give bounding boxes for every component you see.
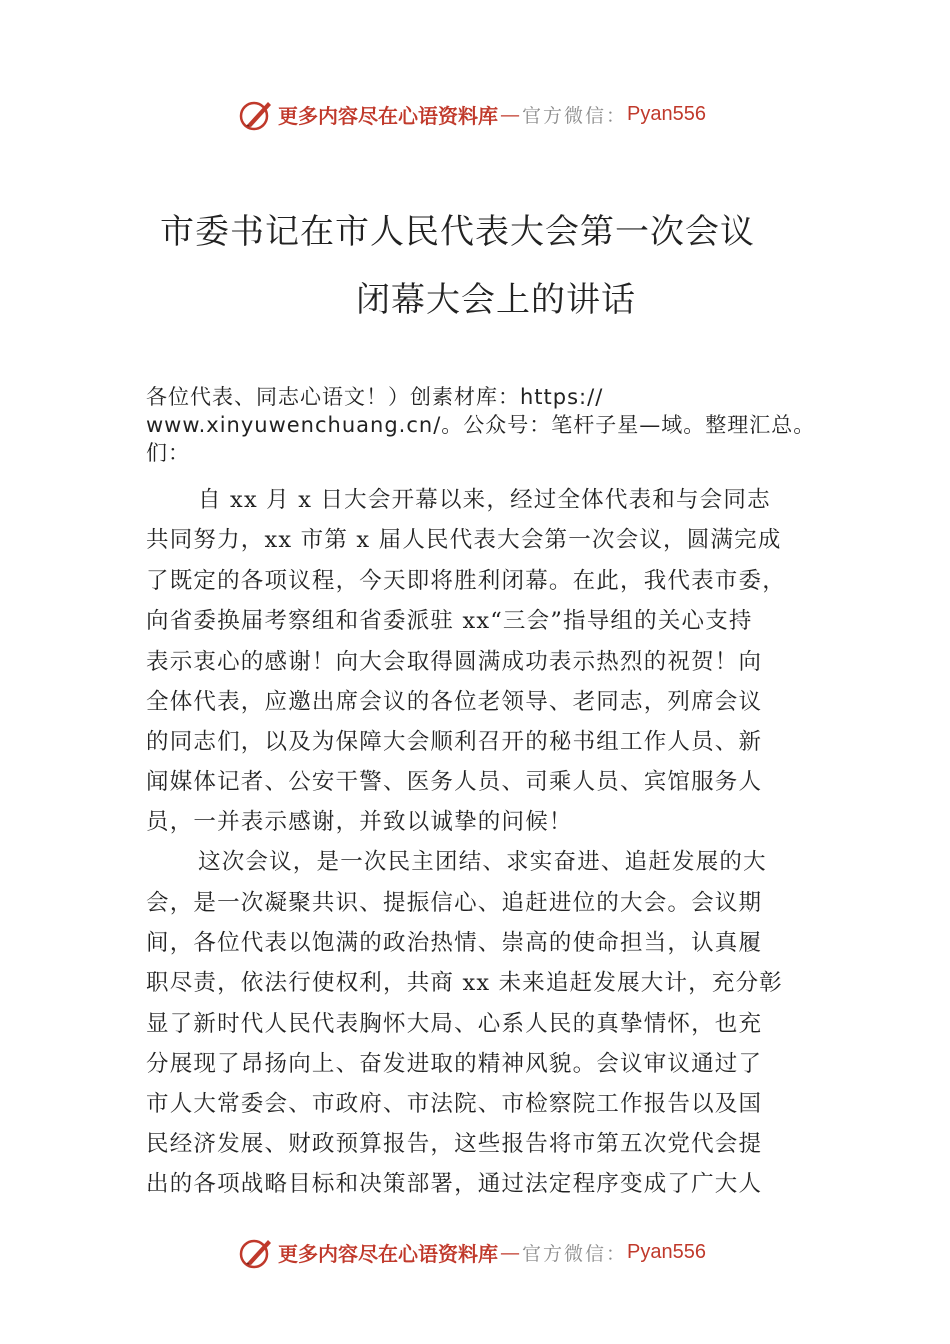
salutation-line-2: www.xinyuwenchuang.cn/。公众号：笔杆子星—域。整理汇总。	[146, 413, 816, 437]
paragraph-line: 间，各位代表以饱满的政治热情、崇高的使命担当，认真履	[146, 930, 763, 956]
paragraph-line: 出的各项战略目标和决策部署，通过法定程序变成了广大人	[146, 1171, 763, 1197]
watermark-banner-bottom	[238, 1232, 706, 1272]
watermark-wechat-id: Pyan556	[627, 1240, 706, 1263]
watermark-separator: —	[500, 1240, 520, 1264]
document-title-line-1: 市委书记在市人民代表大会第一次会议	[160, 212, 755, 252]
paragraph-line: 职尽责，依法行使权利，共商 xx 未来追赶发展大计，充分彰	[146, 970, 783, 996]
watermark-banner-top	[238, 94, 706, 134]
paragraph-line: 共同努力，xx 市第 x 届人民代表大会第一次会议，圆满完成	[146, 527, 782, 553]
paragraph-line: 表示衷心的感谢！向大会取得圆满成功表示热烈的祝贺！向	[146, 649, 763, 675]
salutation	[146, 383, 815, 467]
watermark-wechat-label: 官方微信：	[522, 1242, 628, 1265]
document-title-line-2: 闭幕大会上的讲话	[356, 280, 636, 320]
watermark-separator: —	[500, 102, 520, 126]
watermark-brand: 更多内容尽在心语资料库	[278, 103, 498, 128]
paragraph-line: 会，是一次凝聚共识、提振信心、追赶进位的大会。会议期	[146, 890, 763, 916]
watermark-wechat-label: 官方微信：	[522, 104, 628, 127]
paragraph-line: 的同志们，以及为保障大会顺利召开的秘书组工作人员、新	[146, 729, 763, 755]
paragraph-line: 分展现了昂扬向上、奋发进取的精神风貌。会议审议通过了	[146, 1051, 763, 1077]
pen-circle-logo-icon	[238, 1234, 274, 1270]
watermark-wechat-id: Pyan556	[627, 102, 706, 125]
paragraph-line: 市人大常委会、市政府、市法院、市检察院工作报告以及国	[146, 1091, 763, 1117]
paragraph-line: 民经济发展、财政预算报告，这些报告将市第五次党代会提	[146, 1131, 763, 1157]
paragraph-line: 全体代表，应邀出席会议的各位老领导、老同志，列席会议	[146, 689, 763, 715]
salutation-line-1: 各位代表、同志心语文！）创素材库：https://	[146, 385, 604, 409]
paragraph-line: 这次会议，是一次民主团结、求实奋进、追赶发展的大	[198, 849, 767, 875]
watermark-brand: 更多内容尽在心语资料库	[278, 1241, 498, 1266]
paragraph-line: 员，一并表示感谢，并致以诚挚的问候！	[146, 809, 573, 835]
salutation-line-3: 们：	[146, 441, 190, 465]
paragraph-line: 自 xx 月 x 日大会开幕以来，经过全体代表和与会同志	[198, 487, 771, 513]
paragraph-line: 了既定的各项议程，今天即将胜利闭幕。在此，我代表市委，	[146, 568, 786, 594]
paragraph-line: 向省委换届考察组和省委派驻 xx“三会”指导组的关心支持	[146, 608, 753, 634]
paragraph-line: 闻媒体记者、公安干警、医务人员、司乘人员、宾馆服务人	[146, 769, 763, 795]
paragraph-line: 显了新时代人民代表胸怀大局、心系人民的真挚情怀，也充	[146, 1011, 763, 1037]
pen-circle-logo-icon	[238, 96, 274, 132]
